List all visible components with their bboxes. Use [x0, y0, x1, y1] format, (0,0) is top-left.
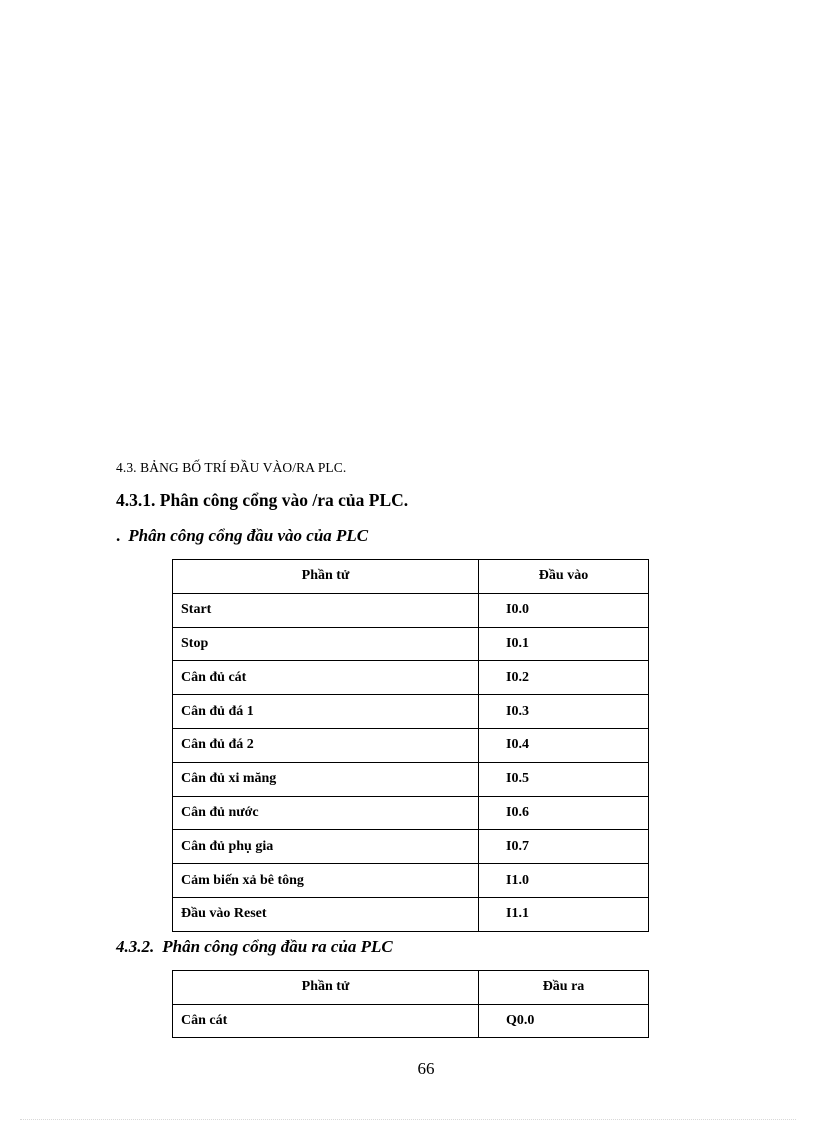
- table-row: [173, 695, 649, 729]
- table-header-row: [173, 560, 649, 594]
- cell-element: Cân đủ đá 1: [173, 695, 479, 729]
- table-row: [173, 728, 649, 762]
- table-row: [173, 830, 649, 864]
- outputs-heading: [116, 937, 393, 957]
- cell-address: I0.6: [479, 796, 649, 830]
- cell-address: I0.2: [479, 661, 649, 695]
- cell-element: Stop: [173, 627, 479, 661]
- inputs-heading-text: Phân công cổng đầu vào của PLC: [128, 526, 369, 545]
- header-address: Đầu ra: [479, 971, 649, 1005]
- cell-element: Cân đủ cát: [173, 661, 479, 695]
- cell-address: Q0.0: [479, 1004, 649, 1038]
- cell-element: Cân đủ đá 2: [173, 728, 479, 762]
- outputs-heading-text: Phân công cổng đầu ra của PLC: [162, 937, 393, 956]
- inputs-table: [172, 559, 649, 932]
- cell-address: I1.1: [479, 897, 649, 931]
- cell-address: I0.3: [479, 695, 649, 729]
- cell-element: Cân cát: [173, 1004, 479, 1038]
- cell-address: I0.7: [479, 830, 649, 864]
- cell-element: Cân đủ xi măng: [173, 762, 479, 796]
- header-element: Phần tử: [173, 971, 479, 1005]
- section-title: 4.3. BẢNG BỐ TRÍ ĐẦU VÀO/RA PLC.: [116, 460, 347, 475]
- table-row: [173, 593, 649, 627]
- table-row: [173, 1004, 649, 1038]
- outputs-heading-number: 4.3.2.: [116, 937, 155, 956]
- inputs-heading: [116, 526, 368, 546]
- cell-element: Cân đủ nước: [173, 796, 479, 830]
- cell-address: I0.0: [479, 593, 649, 627]
- outputs-table: [172, 970, 649, 1038]
- inputs-heading-bullet: .: [116, 526, 121, 545]
- table-row: [173, 864, 649, 898]
- table-header-row: [173, 971, 649, 1005]
- table-row: [173, 762, 649, 796]
- page-number: 66: [417, 1059, 435, 1078]
- subsection-title: 4.3.1. Phân công cổng vào /ra của PLC.: [116, 490, 409, 510]
- table-row: [173, 897, 649, 931]
- table-row: [173, 627, 649, 661]
- cell-address: I1.0: [479, 864, 649, 898]
- page-bottom-rule: [20, 1119, 796, 1120]
- cell-element: Start: [173, 593, 479, 627]
- cell-address: I0.5: [479, 762, 649, 796]
- table-row: [173, 796, 649, 830]
- cell-element: Đầu vào Reset: [173, 897, 479, 931]
- cell-element: Cân đủ phụ gia: [173, 830, 479, 864]
- cell-address: I0.1: [479, 627, 649, 661]
- cell-element: Cảm biến xả bê tông: [173, 864, 479, 898]
- table-row: [173, 661, 649, 695]
- header-address: Đầu vào: [479, 560, 649, 594]
- header-element: Phần tử: [173, 560, 479, 594]
- cell-address: I0.4: [479, 728, 649, 762]
